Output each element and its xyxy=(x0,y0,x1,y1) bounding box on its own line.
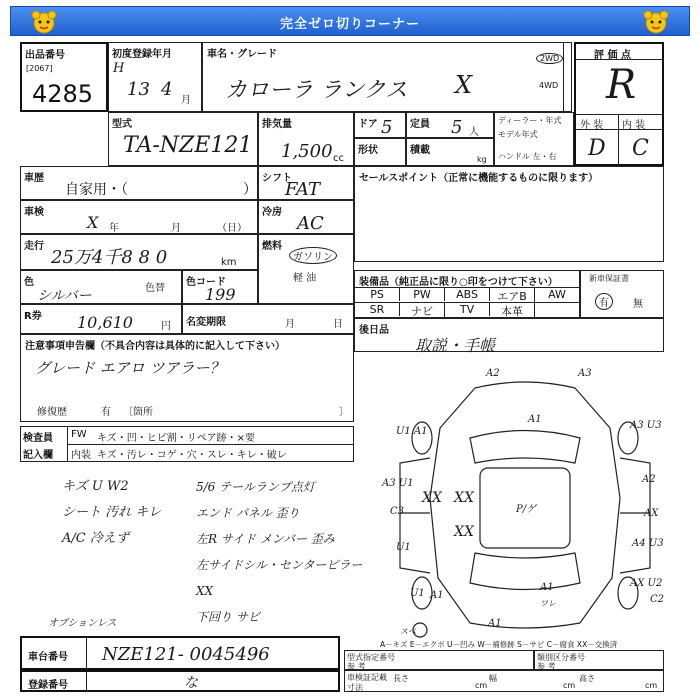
car-grade: X xyxy=(455,71,473,99)
cert-sub: 寸法 xyxy=(347,683,363,692)
mark-center-roof: P/ゲ xyxy=(516,504,537,515)
chassis-box xyxy=(20,636,340,670)
header-bar xyxy=(10,6,690,36)
first-reg-label: 初度登録年月 xyxy=(112,49,172,60)
load-label: 積載 xyxy=(410,145,430,156)
repair-label: 修復歴 xyxy=(37,407,67,418)
sales-points-box xyxy=(354,166,664,262)
chassis-value: NZE121- 0045496 xyxy=(102,644,270,665)
class-number-label: 類別区分番号 xyxy=(537,653,585,662)
warranty-label: 新車保証書 xyxy=(589,274,629,283)
model-value: TA-NZE121 xyxy=(123,133,253,158)
dimensions-box xyxy=(344,670,664,692)
comment-left-2: シート 汚れ キレ xyxy=(62,505,162,520)
class-number-box xyxy=(534,650,664,670)
mark-right-2: A2 xyxy=(642,474,656,485)
fuel-label: 燃料 xyxy=(262,241,282,252)
warranty-box xyxy=(580,270,664,318)
lot-sub: [2067] xyxy=(26,64,53,73)
mark-right-1: A3 U3 xyxy=(630,420,662,431)
color-code-box xyxy=(182,270,258,304)
height-label: 高さ xyxy=(579,674,595,683)
int-label: 内 装 xyxy=(622,120,646,131)
color-code-value: 199 xyxy=(205,285,236,304)
header-title: 完全ゼロ切りコーナー xyxy=(279,17,420,32)
r-ticket-box xyxy=(20,304,182,334)
equip-navi: ナビ xyxy=(400,303,445,319)
color-code-label: 色コード xyxy=(186,277,226,288)
load-box xyxy=(406,138,494,166)
width-unit: cm xyxy=(563,681,576,690)
length-label: 長さ xyxy=(393,674,409,683)
inspection-label: 車検 xyxy=(24,207,44,218)
doors-box xyxy=(354,112,406,138)
mark-center-u1: U1 xyxy=(410,588,425,599)
name-change-box xyxy=(182,304,354,334)
equip-tv: TV xyxy=(445,303,490,316)
capacity-label: 定員 xyxy=(410,119,430,130)
trunk-label: 後日品 xyxy=(359,325,389,336)
dealer-box xyxy=(494,112,574,166)
drive-2wd: 2WD xyxy=(536,53,563,64)
bear-mascot-icon xyxy=(641,9,671,35)
displacement-box xyxy=(258,112,354,166)
comment-right-4: 左サイドシル・センターピラーXX xyxy=(196,558,363,598)
inspection-month-unit: 月 xyxy=(171,223,181,234)
sales-points-label: セールスポイント（正常に機能するものに限ります） xyxy=(359,173,599,184)
model-label: 型式 xyxy=(112,119,132,130)
type-number-label: 型式指定番号 xyxy=(347,653,395,662)
mark-right-4: A4 U3 xyxy=(632,538,664,549)
inspector-row2: キズ・汚レ・コゲ・穴・スレ・キレ・破レ xyxy=(97,450,287,461)
mark-a2-top: A2 xyxy=(486,368,500,379)
ext-value: D xyxy=(588,136,606,161)
shift-value: FAT xyxy=(285,179,320,200)
fuel-gasoline: ガソリン xyxy=(289,247,337,264)
first-reg-year: 13 xyxy=(127,79,150,100)
mark-right-5: AX U2 xyxy=(630,578,663,589)
type-number-sub: 参 考 xyxy=(347,662,366,671)
comment-right-1: 5/6 テールランプ点灯 xyxy=(196,480,315,494)
comment-left-3: A/C 冷えず xyxy=(62,531,129,546)
inspector-row1: キズ・凹・ヒビ割・リペア跡・×要 xyxy=(97,433,255,444)
load-unit: kg xyxy=(477,155,487,164)
equip-ps: PS xyxy=(355,288,400,301)
handle-label: ハンドル 左・右 xyxy=(498,152,557,161)
comments-right xyxy=(196,474,376,630)
mark-center-a1-rear: A1 xyxy=(540,582,554,593)
equip-leather: 本革 xyxy=(490,303,535,319)
mark-center-a1-bumper: A1 xyxy=(488,618,502,629)
score-value: R xyxy=(606,62,637,108)
inspection-box xyxy=(20,200,258,234)
comment-right-3: 左R サイド メンバー 歪み xyxy=(196,532,335,546)
trunk-value: 取説・手帳 xyxy=(415,336,496,355)
lot-box xyxy=(20,42,108,112)
first-reg-month: 4 xyxy=(161,79,173,100)
width-label: 幅 xyxy=(489,674,497,683)
r-ticket-value: 10,610 xyxy=(77,313,133,332)
aircon-label: 冷房 xyxy=(262,207,282,218)
cert-label: 車検証記載 xyxy=(347,673,387,682)
mark-center-crack: ワレ xyxy=(540,599,556,608)
equipment-box xyxy=(354,270,580,318)
first-reg-era: H xyxy=(113,61,125,76)
mark-a1-hood: A1 xyxy=(528,414,542,425)
shift-label: シフト xyxy=(262,173,292,184)
auction-sheet xyxy=(18,42,668,692)
car-name-box xyxy=(202,42,564,112)
displacement-label: 排気量 xyxy=(262,119,292,130)
ext-label: 外 装 xyxy=(580,120,604,131)
equip-aw: AW xyxy=(548,288,566,301)
damage-legend: A－キズ E－エクボ U－凹み W－補修跡 S－サビ C－腐食 XX－交換済 xyxy=(380,640,618,649)
mark-spare: スペ xyxy=(400,627,416,636)
doors-value: 5 xyxy=(381,117,393,138)
equip-pw: PW xyxy=(400,288,445,301)
mark-left-1: U1 A1 xyxy=(396,426,428,437)
color-value: シルバー xyxy=(37,288,92,304)
mark-center-a1-side: A1 xyxy=(430,590,444,601)
mark-right-3: AX xyxy=(644,508,659,519)
model-year-label: モデル年式 xyxy=(498,130,538,139)
mark-center-xx-3: XX xyxy=(454,524,474,540)
aircon-value: AC xyxy=(297,213,324,234)
shape-box xyxy=(354,138,406,166)
displacement-unit: cc xyxy=(333,153,344,164)
fuel-box xyxy=(258,234,354,304)
mark-center-xx-1: XX xyxy=(422,490,442,506)
color-box xyxy=(20,270,182,304)
capacity-unit: 人 xyxy=(469,127,479,138)
comment-left-1: キズ U W2 xyxy=(62,479,129,494)
inspector-fw: FW xyxy=(71,429,87,440)
color-change-label: 色替 xyxy=(145,283,165,294)
color-label: 色 xyxy=(24,277,34,288)
displacement-value: 1,500 xyxy=(281,141,333,162)
warranty-no: 無 xyxy=(633,299,643,310)
equip-abs: ABS xyxy=(445,288,490,301)
registration-value: な xyxy=(184,675,198,691)
car-name-value: カローラ ランクス xyxy=(225,78,408,103)
mileage-label: 走行 xyxy=(24,241,44,252)
lot-label: 出品番号 xyxy=(25,50,65,61)
name-change-label: 名変期限 xyxy=(186,317,226,328)
shift-box xyxy=(258,166,354,200)
shape-label: 形状 xyxy=(358,145,378,156)
r-ticket-unit: 円 xyxy=(161,321,171,332)
inspector-box xyxy=(20,426,354,462)
mark-left-2: A3 U1 xyxy=(382,478,414,489)
score-label: 評 価 点 xyxy=(594,50,631,61)
drive-4wd: 4WD xyxy=(539,81,559,90)
drive-box xyxy=(532,42,572,112)
height-unit: cm xyxy=(645,681,658,690)
doors-label: ドア xyxy=(358,119,378,130)
comments-left xyxy=(62,474,192,552)
mark-left-4: U1 xyxy=(396,542,411,553)
mark-center-xx-2: XX xyxy=(454,490,474,506)
car-name-label: 車名・グレード xyxy=(207,49,277,60)
history-box xyxy=(20,166,258,200)
inspection-value: Ⅹ xyxy=(87,213,99,232)
name-change-day: 日 xyxy=(333,319,343,330)
equip-sr: SR xyxy=(355,303,400,316)
repair-value: 有 xyxy=(101,407,111,418)
lot-number: 4285 xyxy=(32,80,94,108)
score-box xyxy=(574,42,664,166)
first-reg-box xyxy=(108,42,202,112)
notes-value: グレード エアロ ツアラー？ xyxy=(35,359,225,377)
equip-airbag: エアB xyxy=(490,288,535,304)
name-change-month: 月 xyxy=(285,319,295,330)
inspector-label-2: 記入欄 xyxy=(23,450,53,461)
history-close: ） xyxy=(243,182,257,198)
mark-left-3: C3 xyxy=(390,506,405,517)
length-unit: cm xyxy=(475,681,488,690)
mileage-unit: km xyxy=(221,257,237,268)
trunk-box xyxy=(354,318,664,355)
first-reg-month-unit: 月 xyxy=(181,95,191,106)
capacity-box xyxy=(406,112,494,138)
inspection-day-unit: （日） xyxy=(217,223,247,234)
equipment-label: 装備品（純正品に限り○印をつけて下さい） xyxy=(359,277,558,288)
class-number-sub: 参 考 xyxy=(537,662,556,671)
history-value: 自家用・（ xyxy=(65,182,128,198)
inspector-interior: 内装 xyxy=(71,450,91,461)
mileage-value: 25万4千8 8 0 xyxy=(51,247,168,268)
int-value: C xyxy=(632,136,649,161)
registration-box xyxy=(20,670,340,692)
repair-bracket: 〔箇所 xyxy=(123,407,153,418)
inspection-year-unit: 年 xyxy=(109,223,119,234)
fuel-diesel: 軽 油 xyxy=(293,273,317,284)
model-box xyxy=(108,112,258,166)
option-less-note: オプションレス xyxy=(48,618,117,629)
notes-box xyxy=(20,334,354,422)
type-number-box xyxy=(344,650,534,670)
comment-right-5: 下回り サビ xyxy=(196,610,260,624)
aircon-box xyxy=(258,200,354,234)
notes-label: 注意事項申告欄（不具合内容は具体的に記入して下さい） xyxy=(25,341,285,352)
mark-right-6: C2 xyxy=(650,594,665,605)
mark-a3-top: A3 xyxy=(578,368,592,379)
warranty-yes: 有 xyxy=(595,293,613,310)
r-ticket-label: R券 xyxy=(24,311,42,322)
chassis-label: 車台番号 xyxy=(28,652,68,663)
dealer-label: ディーラー・年式 xyxy=(498,116,562,125)
capacity-value: 5 xyxy=(451,117,463,138)
repair-bracket-close: 〕 xyxy=(339,407,349,418)
registration-label: 登録番号 xyxy=(28,680,68,691)
comment-right-2: エンド パネル 歪り xyxy=(196,506,300,520)
mileage-box xyxy=(20,234,258,270)
inspector-label: 検査員 xyxy=(23,433,53,444)
history-label: 車歴 xyxy=(24,173,44,184)
